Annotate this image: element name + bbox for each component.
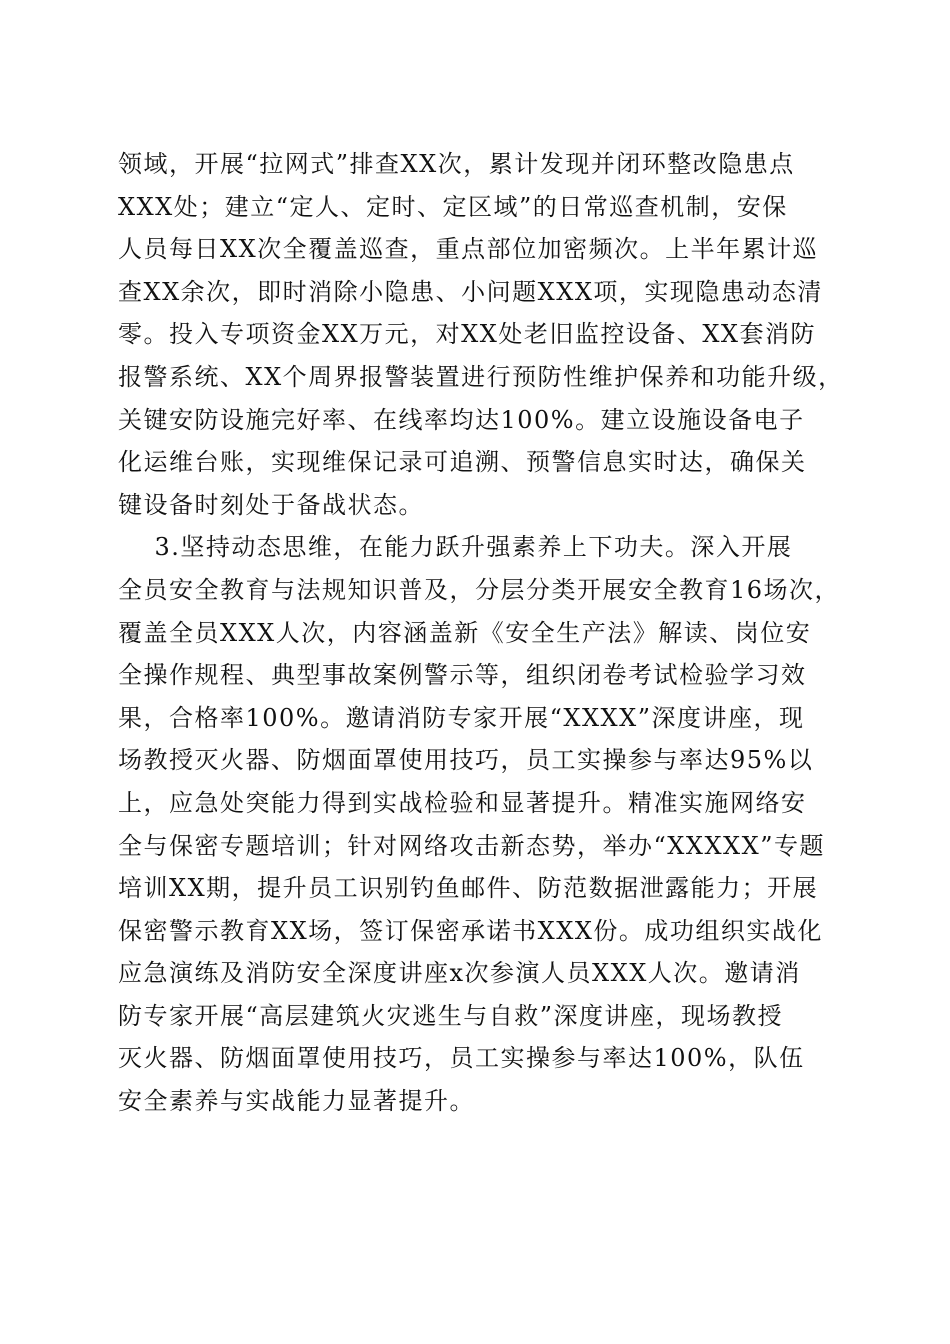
text-line: 全与保密专题培训；针对网络攻击新态势，举办“XXXXX”专题 (118, 831, 825, 860)
paragraph-training (118, 526, 841, 1122)
text-line: 查XX余次，即时消除小隐患、小问题XXX项，实现隐患动态清 (118, 277, 823, 306)
text-line: 人员每日XX次全覆盖巡查，重点部位加密频次。上半年累计巡 (118, 235, 819, 264)
text-line: 培训XX期，提升员工识别钓鱼邮件、防范数据泄露能力；开展 (118, 874, 819, 903)
document-body (118, 143, 844, 1123)
text-line: 3.坚持动态思维，在能力跃升强素养上下功夫。深入开展 (118, 533, 793, 562)
text-line: 零。投入专项资金XX万元，对XX处老旧监控设备、XX套消防 (118, 320, 817, 349)
text-line: 全操作规程、典型事故案例警示等，组织闭卷考试检验学习效 (118, 661, 807, 690)
text-line: 领域，开展“拉网式”排查XX次，累计发现并闭环整改隐患点 (118, 150, 795, 178)
text-line: 键设备时刻处于备战状态。 (118, 490, 424, 519)
text-line: 灭火器、防烟面罩使用技巧，员工实操参与率达100%，队伍 (118, 1044, 805, 1073)
text-line: 全员安全教育与法规知识普及，分层分类开展安全教育16场次， (118, 575, 841, 604)
text-line: 覆盖全员XXX人次，内容涵盖新《安全生产法》解读、岗位安 (118, 618, 812, 647)
text-line: 果，合格率100%。邀请消防专家开展“XXXX”深度讲座，现 (118, 703, 805, 732)
text-line: 场教授灭火器、防烟面罩使用技巧，员工实操参与率达95%以 (118, 746, 814, 775)
text-line: 防专家开展“高层建筑火灾逃生与自救”深度讲座，现场教授 (118, 1001, 784, 1030)
text-line: 关键安防设施完好率、在线率均达100%。建立设施设备电子 (118, 405, 805, 434)
text-line: 上，应急处突能力得到实战检验和显著提升。精准实施网络安 (118, 788, 807, 817)
paragraph-security-inspection (118, 143, 844, 526)
text-line: 化运维台账，实现维保记录可追溯、预警信息实时达，确保关 (118, 448, 807, 477)
text-line: 报警系统、XX个周界报警装置进行预防性维护保养和功能升级， (118, 362, 844, 391)
text-line: 应急演练及消防安全深度讲座x次参演人员XXX人次。邀请消 (118, 959, 801, 988)
text-line: XXX处；建立“定人、定时、定区域”的日常巡查机制，安保 (118, 192, 788, 221)
text-line: 安全素养与实战能力显著提升。 (118, 1087, 475, 1116)
text-line: 保密警示教育XX场，签订保密承诺书XXX份。成功组织实战化 (118, 916, 823, 945)
